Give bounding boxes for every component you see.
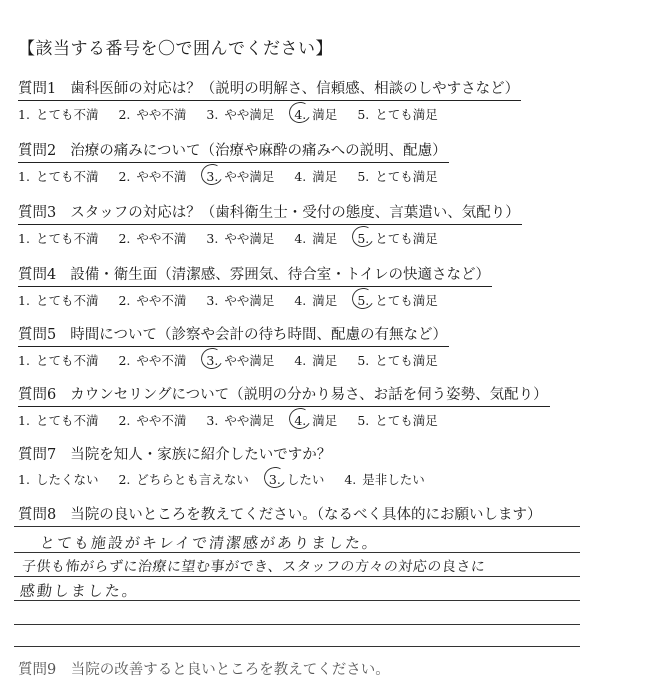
question-text: 歯科医師の対応は？（説明の明解さ、信頼感、相談のしやすさなど） — [70, 81, 520, 97]
option-4[interactable]: 4. 満足 — [294, 293, 338, 308]
question-4 — [14, 263, 614, 309]
option-1[interactable]: 1. したくない — [18, 472, 99, 487]
option-2[interactable]: 2. やや不満 — [118, 107, 187, 122]
selection-circle — [199, 346, 226, 372]
option-5[interactable]: 5. とても満足 — [357, 353, 438, 368]
options — [18, 351, 614, 369]
option-3[interactable]: 3. やや満足 — [206, 167, 274, 185]
option-4[interactable]: 4. 満足 — [294, 105, 337, 123]
option-4[interactable]: 4. 満足 — [294, 231, 338, 246]
selection-circle — [199, 162, 226, 188]
selection-circle — [262, 465, 289, 491]
question-header — [18, 443, 333, 466]
option-1[interactable]: 1. とても不満 — [18, 107, 99, 122]
selection-circle — [350, 224, 377, 250]
question-header — [18, 201, 522, 225]
option-4[interactable]: 4. 満足 — [294, 169, 338, 184]
options — [18, 470, 614, 488]
selection-circle — [287, 100, 314, 126]
question-header — [18, 323, 449, 347]
question-7 — [14, 443, 614, 488]
question-6 — [14, 383, 614, 429]
question-number: 質問6 — [18, 387, 57, 403]
handwritten-answer-line-2: 子供も怖がらずに治療に望む事ができ、スタッフの方々の対応の良さに — [21, 559, 487, 575]
option-2[interactable]: 2. やや不満 — [118, 353, 187, 368]
question-text: 当院の良いところを教えてください。（なるべく具体的にお願いします） — [70, 507, 542, 523]
selection-circle — [350, 286, 377, 312]
options — [18, 105, 614, 123]
page-title: 【該当する番号を〇で囲んでください】 — [18, 39, 333, 59]
question-header — [18, 139, 449, 163]
option-1[interactable]: 1. とても不満 — [18, 231, 99, 246]
answer-line — [14, 624, 580, 625]
question-text: 当院を知人・家族に紹介したいですか？ — [70, 447, 332, 463]
option-5[interactable]: 5. とても満足 — [357, 229, 437, 247]
option-5[interactable]: 5. とても満足 — [357, 107, 438, 122]
options — [18, 411, 614, 429]
option-4[interactable]: 4. 是非したい — [344, 472, 425, 487]
option-4[interactable]: 4. 満足 — [294, 411, 337, 429]
answer-line — [14, 526, 580, 527]
options — [18, 229, 614, 247]
question-text: 時間について（診察や会計の待ち時間、配慮の有無など） — [70, 327, 447, 343]
question-1 — [14, 77, 614, 123]
option-1[interactable]: 1. とても不満 — [18, 413, 99, 428]
option-3[interactable]: 3. やや満足 — [206, 413, 275, 428]
option-1[interactable]: 1. とても不満 — [18, 293, 99, 308]
question-number: 質問2 — [18, 143, 57, 159]
option-5[interactable]: 5. とても満足 — [357, 291, 437, 309]
option-5[interactable]: 5. とても満足 — [357, 413, 438, 428]
question-number: 質問4 — [18, 267, 57, 283]
option-2[interactable]: 2. やや不満 — [118, 293, 187, 308]
handwritten-answer-line-3: 感動しました。 — [19, 582, 140, 600]
question-text: 治療の痛みについて（治療や麻酔の痛みへの説明、配慮） — [70, 143, 447, 159]
question-3 — [14, 201, 614, 247]
option-5[interactable]: 5. とても満足 — [357, 169, 438, 184]
option-3[interactable]: 3. やや満足 — [206, 351, 274, 369]
option-3[interactable]: 3. やや満足 — [206, 231, 275, 246]
question-number: 質問3 — [18, 205, 57, 221]
question-text: 設備・衛生面（清潔感、雰囲気、待合室・トイレの快適さなど） — [70, 267, 491, 283]
answer-line — [14, 576, 580, 577]
question-number: 質問1 — [18, 81, 57, 97]
question-8-header — [18, 503, 541, 524]
question-9-partial: 質問9 当院の改善すると良いところを教えてください。 — [18, 662, 390, 678]
option-2[interactable]: 2. やや不満 — [118, 413, 187, 428]
option-3[interactable]: 3. やや満足 — [206, 107, 275, 122]
option-1[interactable]: 1. とても不満 — [18, 353, 99, 368]
option-3[interactable]: 3. やや満足 — [206, 293, 275, 308]
option-4[interactable]: 4. 満足 — [294, 353, 338, 368]
answer-line — [14, 646, 580, 647]
question-5 — [14, 323, 614, 369]
question-text: カウンセリングについて（説明の分かり易さ、お話を伺う姿勢、気配り） — [70, 387, 548, 403]
question-header — [18, 263, 492, 287]
question-number: 質問5 — [18, 327, 57, 343]
option-2[interactable]: 2. どちらとも言えない — [118, 472, 249, 487]
option-2[interactable]: 2. やや不満 — [118, 169, 187, 184]
question-text: スタッフの対応は？（歯科衛生士・受付の態度、言葉遣い、気配り） — [70, 205, 520, 221]
selection-circle — [287, 406, 314, 432]
option-1[interactable]: 1. とても不満 — [18, 169, 99, 184]
options — [18, 167, 614, 185]
question-header — [18, 77, 521, 101]
question-2 — [14, 139, 614, 185]
question-number: 質問7 — [18, 447, 57, 463]
handwritten-answer-line-1: とても施設がキレイで清潔感がありました。 — [39, 534, 381, 552]
question-number: 質問8 — [18, 507, 57, 523]
option-3[interactable]: 3. したい — [269, 470, 324, 488]
question-header — [18, 383, 550, 407]
options — [18, 291, 614, 309]
option-2[interactable]: 2. やや不満 — [118, 231, 187, 246]
